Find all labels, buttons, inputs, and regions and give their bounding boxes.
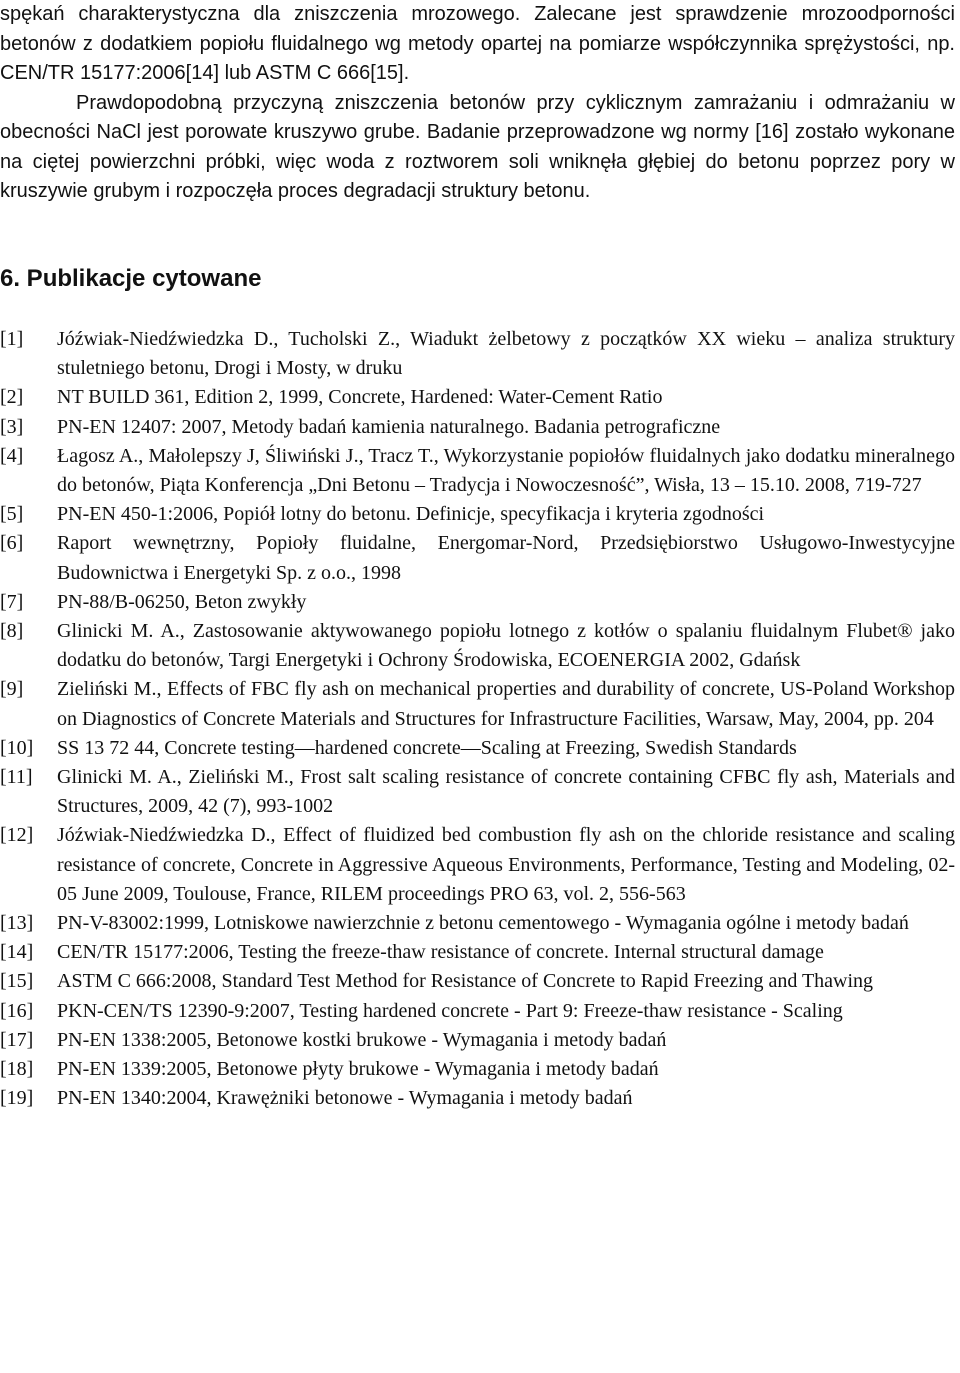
reference-text: PN-EN 1338:2005, Betonowe kostki brukowe - Wymagania i metody badań (57, 1028, 667, 1051)
reference-number: [12] (0, 824, 34, 847)
reference-text: ASTM C 666:2008, Standard Test Method for Resistance of Concrete to Rapid Freezing and Thawing (57, 970, 874, 993)
reference-text: Łagosz A., Małolepszy J, Śliwiński J., Tracz T., Wykorzystanie popiołów fluidalnych jako dodatku mineralnego do betonów, Piąta Konferencja „Dni Betonu – Tradycja i Nowoczesność”, Wisła, 13 – 15.10. 2008, 719-727 (57, 444, 955, 497)
reference-item (0, 1026, 955, 1055)
reference-text: PN-V-83002:1999, Lotniskowe nawierzchnie z betonu cementowego - Wymagania ogólne i metody badań (57, 912, 909, 935)
reference-number: [10] (0, 736, 34, 759)
reference-item (0, 1055, 955, 1084)
reference-number: [15] (0, 970, 34, 993)
reference-text: Jóźwiak-Niedźwiedzka D., Tucholski Z., Wiadukt żelbetowy z początków XX wieku – analiza struktury stuletniego betonu, Drogi i Mosty, w druku (57, 328, 955, 380)
reference-number: [17] (0, 1028, 34, 1051)
reference-number: [8] (0, 620, 24, 643)
intro-text (0, 0, 955, 207)
reference-item (0, 675, 955, 733)
reference-item (0, 938, 955, 967)
reference-text: PN-EN 12407: 2007, Metody badań kamienia naturalnego. Badania petrograficzne (57, 415, 721, 438)
reference-number: [6] (0, 532, 24, 555)
reference-item (0, 763, 955, 821)
reference-item (0, 617, 955, 675)
reference-number: [5] (0, 503, 24, 526)
reference-item (0, 442, 955, 500)
reference-item (0, 325, 955, 383)
reference-number: [9] (0, 678, 24, 701)
reference-text: Glinicki M. A., Zieliński M., Frost salt scaling resistance of concrete containing CFBC fly ash, Materials and Structures, 2009, 42 (7), 993-1002 (57, 766, 955, 818)
reference-item (0, 909, 955, 938)
reference-item (0, 821, 955, 909)
reference-text: PN-88/B-06250, Beton zwykły (57, 590, 307, 613)
reference-text: PN-EN 1340:2004, Krawężniki betonowe - Wymagania i metody badań (57, 1087, 633, 1110)
reference-item (0, 997, 955, 1026)
reference-text: CEN/TR 15177:2006, Testing the freeze-thaw resistance of concrete. Internal structural damage (57, 941, 824, 964)
reference-list (0, 325, 955, 1113)
reference-number: [7] (0, 590, 24, 613)
reference-number: [14] (0, 941, 34, 964)
reference-item (0, 500, 955, 529)
reference-text: PN-EN 1339:2005, Betonowe płyty brukowe - Wymagania i metody badań (57, 1058, 659, 1081)
reference-number: [1] (0, 328, 24, 350)
reference-item (0, 967, 955, 996)
reference-text: Glinicki M. A., Zastosowanie aktywowanego popiołu lotnego z kotłów o spalaniu fluidalnym Flubet® jako dodatku do betonów, Targi Energetyki i Ochrony Środowiska, ECOENERGIA 2002, Gdańsk (57, 620, 955, 672)
reference-item (0, 588, 955, 617)
reference-item (0, 413, 955, 442)
reference-text: SS 13 72 44, Concrete testing—hardened concrete—Scaling at Freezing, Swedish Standards (57, 736, 797, 759)
intro-paragraph-1: spękań charakterystyczna dla zniszczenia mrozowego. Zalecane jest sprawdzenie mrozoodporności betonów z dodatkiem popiołu fluidalnego wg metody opartej na pomiarze współczynnika sprężystości, np. CEN/TR 15177:2006[14] lub ASTM C 666[15]. (0, 3, 955, 84)
intro-paragraph-2: Prawdopodobną przyczyną zniszczenia betonów przy cyklicznym zamrażaniu i odmrażaniu w obecności NaCl jest porowate kruszywo grube. Badanie przeprowadzone wg normy [16] zostało wykonane na ciętej powierzchni próbki, więc woda z roztworem soli wniknęła głębiej do betonu poprzez pory w kruszywie grubym i rozpoczęła proces degradacji struktury betonu. (0, 91, 955, 202)
reference-number: [4] (0, 444, 24, 467)
section-heading: 6. Publikacje cytowane (0, 265, 262, 292)
reference-item (0, 734, 955, 763)
reference-number: [13] (0, 912, 34, 935)
reference-number: [18] (0, 1058, 34, 1081)
reference-number: [11] (0, 766, 33, 789)
reference-text: Raport wewnętrzny, Popioły fluidalne, Energomar-Nord, Przedsiębiorstwo Usługowo-Inwestycyjne Budownictwa i Energetyki Sp. z o.o., 1998 (57, 532, 955, 584)
reference-item (0, 383, 955, 412)
reference-text: Zieliński M., Effects of FBC fly ash on mechanical properties and durability of concrete, US-Poland Workshop on Diagnostics of Concrete Materials and Structures for Infrastructure Facilities, Warsaw, May, 2004, pp. 204 (57, 678, 955, 730)
reference-text: NT BUILD 361, Edition 2, 1999, Concrete, Hardened: Water-Cement Ratio (57, 386, 663, 409)
reference-text: Jóźwiak-Niedźwiedzka D., Effect of fluidized bed combustion fly ash on the chloride resistance and scaling resistance of concrete, Concrete in Aggressive Aqueous Environments, Performance, Testing and Modeling, 02-05 June 2009, Toulouse, France, RILEM proceedings PRO 63, vol. 2, 556-563 (57, 824, 955, 905)
reference-number: [16] (0, 999, 34, 1022)
reference-text: PKN-CEN/TS 12390-9:2007, Testing hardened concrete - Part 9: Freeze-thaw resistance - Scaling (57, 999, 843, 1022)
reference-number: [19] (0, 1087, 34, 1110)
reference-item (0, 1084, 955, 1113)
reference-text: PN-EN 450-1:2006, Popiół lotny do betonu. Definicje, specyfikacja i kryteria zgodności (57, 503, 765, 526)
reference-item (0, 529, 955, 587)
reference-number: [2] (0, 386, 24, 409)
reference-number: [3] (0, 415, 24, 438)
